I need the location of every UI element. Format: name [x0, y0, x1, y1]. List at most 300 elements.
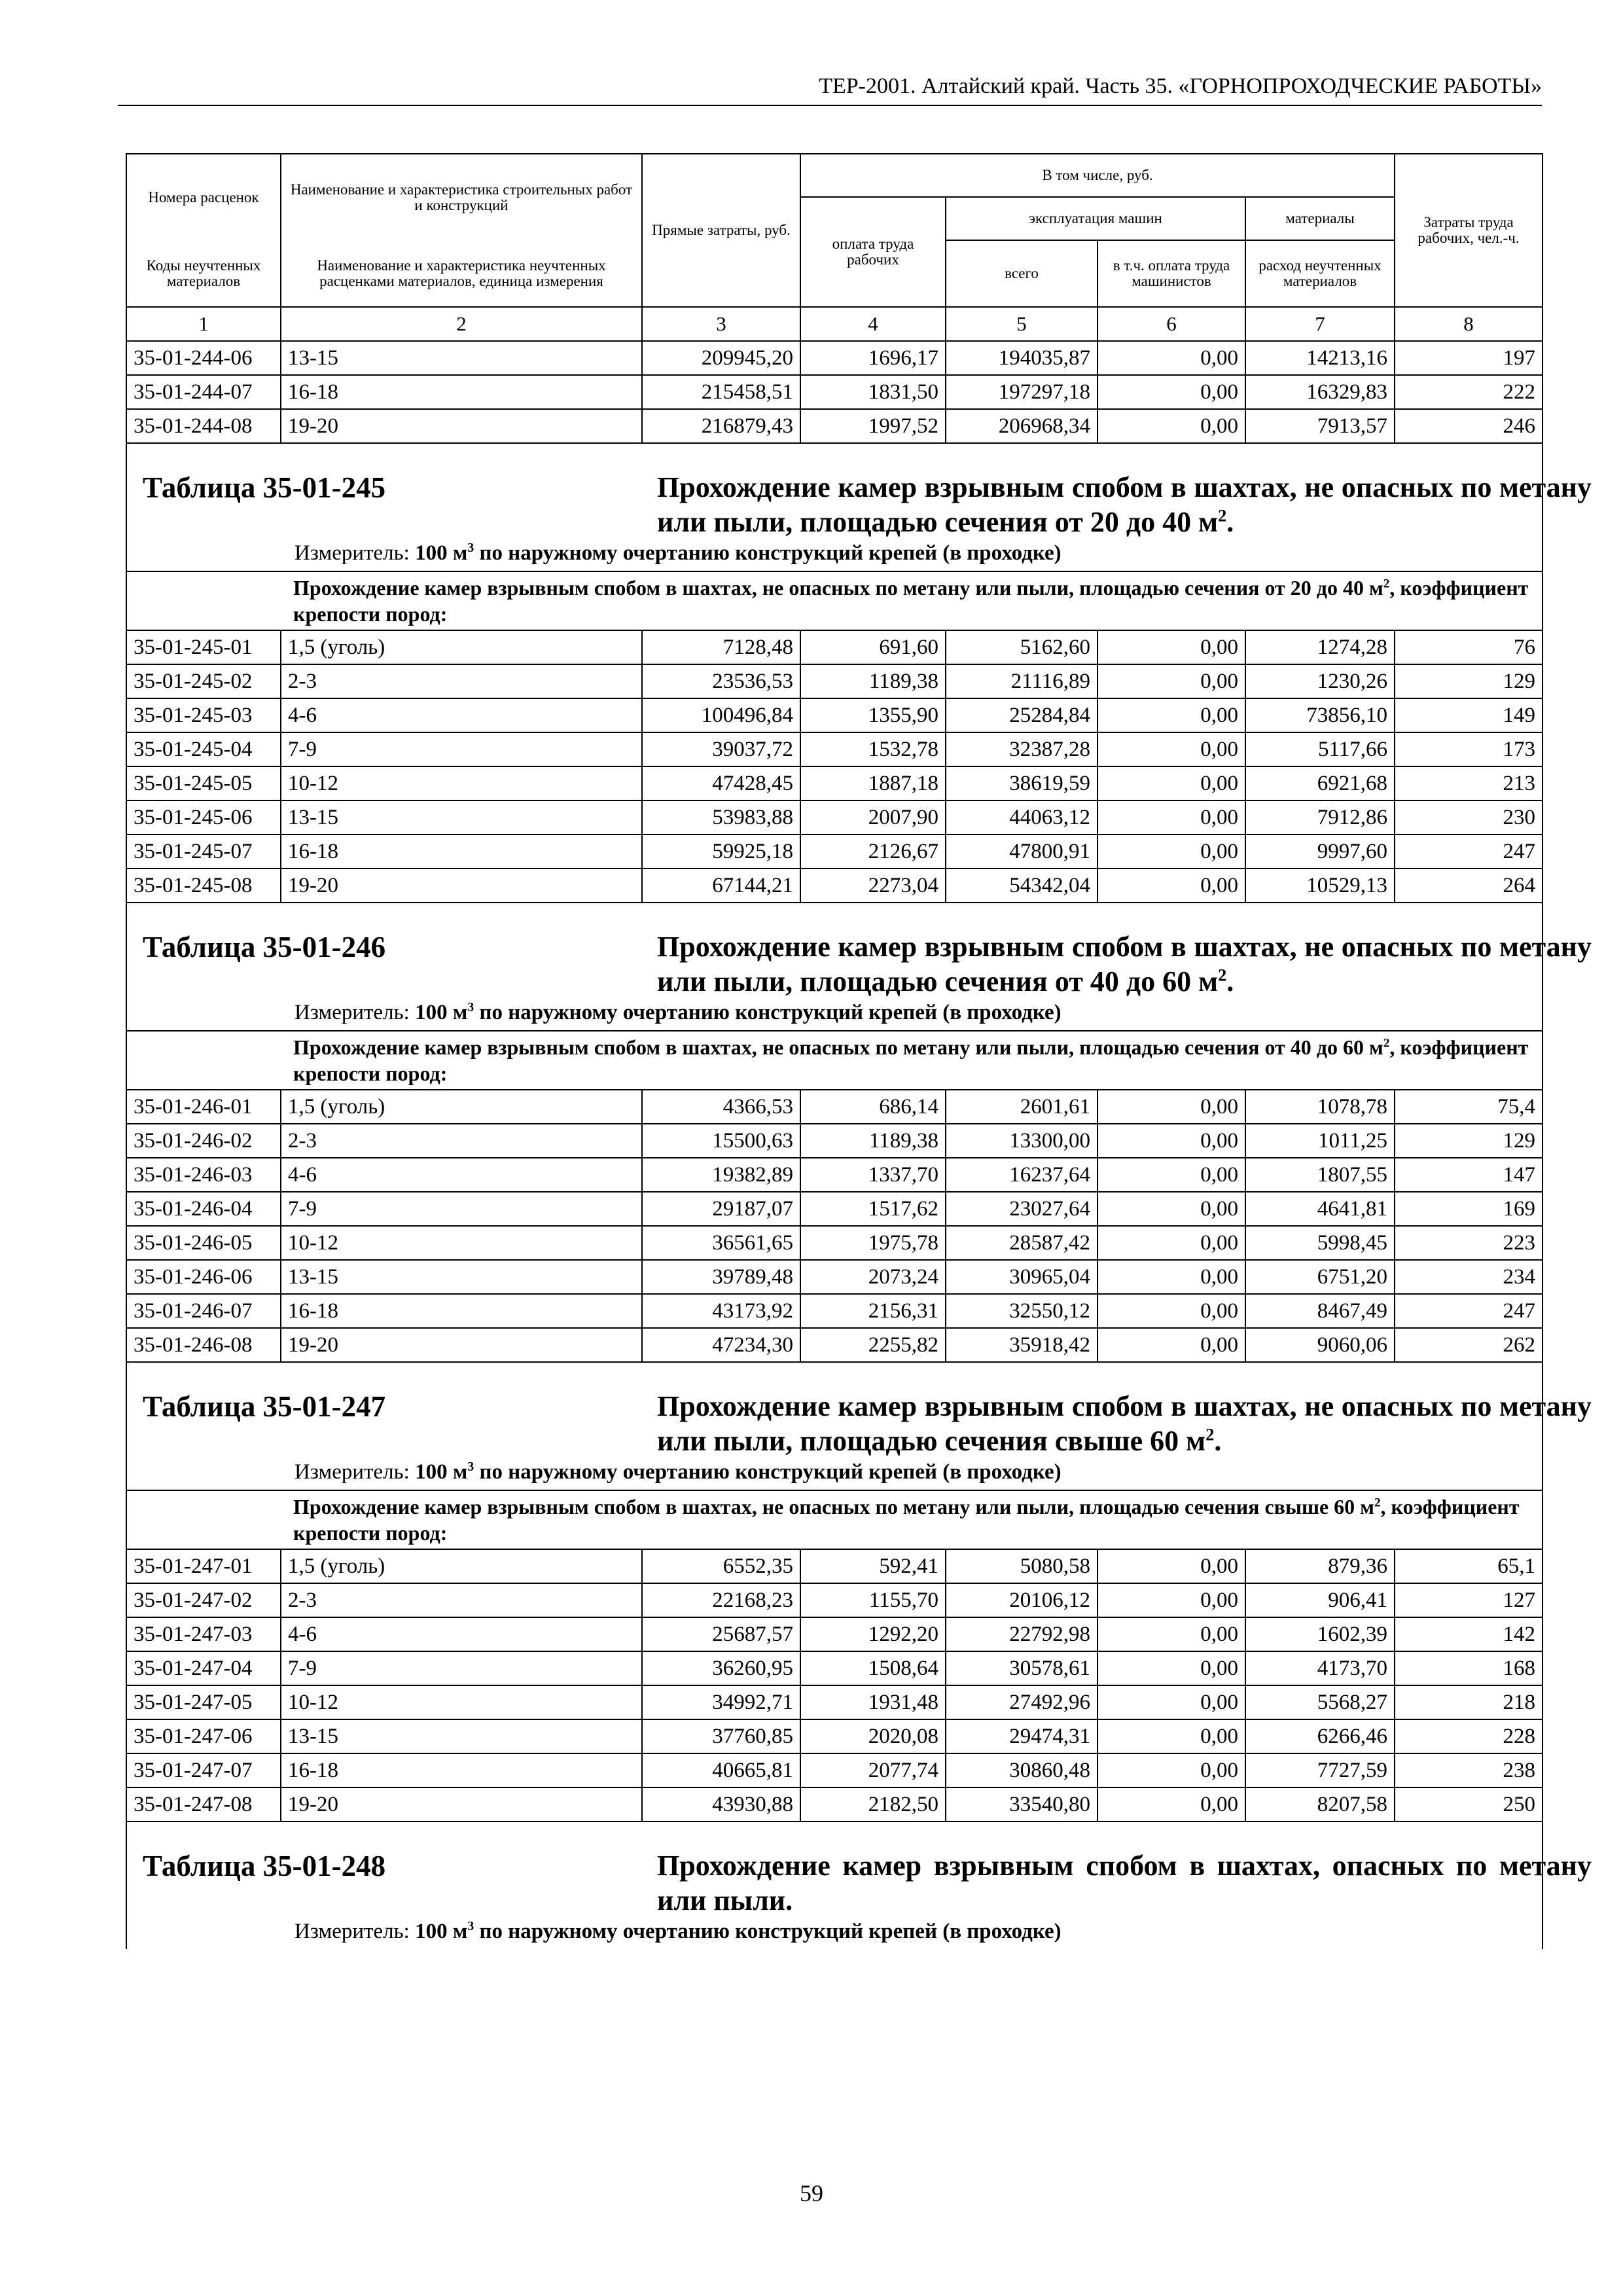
direct-costs-cell: 39037,72 — [642, 732, 800, 766]
rate-code: 35-01-244-07 — [126, 375, 281, 409]
table-row — [126, 630, 1543, 664]
materials-cell: 7727,59 — [1245, 1753, 1395, 1787]
subsection-end: , коэффициент крепости пород: — [293, 576, 1529, 626]
measure-prefix: Измеритель: — [294, 541, 410, 565]
materials-cell: 5568,27 — [1245, 1685, 1395, 1719]
header-machinist-pay: в т.ч. оплата труда машинистов — [1097, 240, 1245, 307]
machines-total-cell: 47800,91 — [946, 834, 1097, 869]
header-direct-costs: Прямые затраты, руб. — [642, 154, 800, 307]
direct-costs-cell: 15500,63 — [642, 1124, 800, 1158]
rate-code: 35-01-247-04 — [126, 1651, 281, 1685]
worker-pay-cell: 1831,50 — [800, 375, 946, 409]
worker-pay-cell: 691,60 — [800, 630, 946, 664]
direct-costs-cell: 100496,84 — [642, 698, 800, 732]
name-cell: 4-6 — [281, 1617, 642, 1651]
subsection-text: Прохождение камер взрывным спобом в шахтах, не опасных по метану или пыли, площадью сечения от 20 до 40 м — [293, 576, 1383, 600]
direct-costs-cell: 7128,48 — [642, 630, 800, 664]
table-section-header — [126, 1362, 1543, 1490]
worker-pay-cell: 2126,67 — [800, 834, 946, 869]
machinist-pay-cell: 0,00 — [1097, 1583, 1245, 1617]
machines-total-cell: 44063,12 — [946, 800, 1097, 834]
labor-cell: 250 — [1395, 1787, 1543, 1821]
rate-code: 35-01-247-08 — [126, 1787, 281, 1821]
measure-description: по наружному очертанию конструкций крепей (в проходке) — [474, 1001, 1061, 1024]
table-row — [126, 1328, 1543, 1362]
labor-cell: 218 — [1395, 1685, 1543, 1719]
page-number: 59 — [800, 2180, 823, 2206]
table-label: Таблица 35-01-247 — [143, 1390, 386, 1423]
table-heading — [127, 1363, 1592, 1458]
worker-pay-cell: 2077,74 — [800, 1753, 946, 1787]
table-row — [126, 1226, 1543, 1260]
table-title — [657, 1389, 1592, 1458]
machinist-pay-cell: 0,00 — [1097, 630, 1245, 664]
table-title — [657, 470, 1592, 539]
measure-description: по наружному очертанию конструкций крепей (в проходке) — [474, 541, 1061, 565]
name-cell: 13-15 — [281, 800, 642, 834]
machines-total-cell: 2601,61 — [946, 1090, 1097, 1124]
labor-cell: 223 — [1395, 1226, 1543, 1260]
direct-costs-cell: 36260,95 — [642, 1651, 800, 1685]
labor-cell: 142 — [1395, 1617, 1543, 1651]
labor-cell: 262 — [1395, 1328, 1543, 1362]
machines-total-cell: 30965,04 — [946, 1260, 1097, 1294]
machines-total-cell: 20106,12 — [946, 1583, 1097, 1617]
table-title-text: Прохождение камер взрывным спобом в шахтах, не опасных по метану или пыли, площадью сечения от 40 до 60 м — [657, 931, 1592, 997]
rate-code: 35-01-246-01 — [126, 1090, 281, 1124]
worker-pay-cell: 1931,48 — [800, 1685, 946, 1719]
labor-cell: 149 — [1395, 698, 1543, 732]
labor-cell: 238 — [1395, 1753, 1543, 1787]
machines-total-cell: 206968,34 — [946, 409, 1097, 443]
worker-pay-cell: 1292,20 — [800, 1617, 946, 1651]
name-cell: 1,5 (уголь) — [281, 1549, 642, 1583]
column-numbers-row — [126, 307, 1543, 341]
header-materials: материалы — [1245, 197, 1395, 240]
name-cell: 1,5 (уголь) — [281, 1090, 642, 1124]
table-row — [126, 1617, 1543, 1651]
measure-value — [415, 1460, 1061, 1484]
materials-cell: 6751,20 — [1245, 1260, 1395, 1294]
rate-code: 35-01-246-07 — [126, 1294, 281, 1328]
table-heading — [127, 903, 1592, 999]
name-cell: 1,5 (уголь) — [281, 630, 642, 664]
rate-code: 35-01-247-02 — [126, 1583, 281, 1617]
column-number: 4 — [800, 307, 946, 341]
machines-total-cell: 32550,12 — [946, 1294, 1097, 1328]
worker-pay-cell: 1189,38 — [800, 664, 946, 698]
table-section-header — [126, 1821, 1543, 1949]
worker-pay-cell: 1337,70 — [800, 1158, 946, 1192]
direct-costs-cell: 22168,23 — [642, 1583, 800, 1617]
labor-cell: 129 — [1395, 1124, 1543, 1158]
measure-prefix: Измеритель: — [294, 1001, 410, 1024]
rate-code: 35-01-247-01 — [126, 1549, 281, 1583]
table-row — [126, 766, 1543, 800]
direct-costs-cell: 43930,88 — [642, 1787, 800, 1821]
worker-pay-cell: 2182,50 — [800, 1787, 946, 1821]
worker-pay-cell: 1508,64 — [800, 1651, 946, 1685]
table-row — [126, 1787, 1543, 1821]
direct-costs-cell: 4366,53 — [642, 1090, 800, 1124]
labor-cell: 65,1 — [1395, 1549, 1543, 1583]
materials-cell: 1807,55 — [1245, 1158, 1395, 1192]
materials-cell: 16329,83 — [1245, 375, 1395, 409]
name-cell: 16-18 — [281, 375, 642, 409]
rate-code: 35-01-247-03 — [126, 1617, 281, 1651]
worker-pay-cell: 1887,18 — [800, 766, 946, 800]
superscript: 3 — [467, 541, 474, 555]
name-cell: 7-9 — [281, 1651, 642, 1685]
machinist-pay-cell: 0,00 — [1097, 732, 1245, 766]
direct-costs-cell: 29187,07 — [642, 1192, 800, 1226]
materials-cell: 1274,28 — [1245, 630, 1395, 664]
machines-total-cell: 13300,00 — [946, 1124, 1097, 1158]
worker-pay-cell: 1155,70 — [800, 1583, 946, 1617]
machines-total-cell: 38619,59 — [946, 766, 1097, 800]
subsection-title — [126, 1490, 1543, 1549]
column-number: 3 — [642, 307, 800, 341]
worker-pay-cell: 1696,17 — [800, 341, 946, 375]
materials-cell: 879,36 — [1245, 1549, 1395, 1583]
measure-unit-value: 100 м — [415, 1001, 468, 1024]
table-row — [126, 1090, 1543, 1124]
labor-cell: 168 — [1395, 1651, 1543, 1685]
header-total: всего — [946, 240, 1097, 307]
rate-code: 35-01-246-02 — [126, 1124, 281, 1158]
measure-unit-value: 100 м — [415, 1920, 468, 1943]
rate-code: 35-01-245-04 — [126, 732, 281, 766]
table-title — [657, 1848, 1592, 1918]
superscript: 2 — [1218, 505, 1227, 526]
labor-cell: 169 — [1395, 1192, 1543, 1226]
machines-total-cell: 54342,04 — [946, 869, 1097, 903]
measure-unit — [127, 999, 1542, 1030]
header-name-materials: Наименование и характеристика неучтенных расценками материалов, единица измерения — [281, 240, 642, 307]
machines-total-cell: 28587,42 — [946, 1226, 1097, 1260]
superscript: 3 — [467, 1460, 474, 1474]
labor-cell: 234 — [1395, 1260, 1543, 1294]
worker-pay-cell: 1355,90 — [800, 698, 946, 732]
header-codes-unaccounted: Коды неучтенных материалов — [126, 240, 281, 307]
measure-description: по наружному очертанию конструкций крепей (в проходке) — [474, 1460, 1061, 1484]
direct-costs-cell: 53983,88 — [642, 800, 800, 834]
header-name-works: Наименование и характеристика строительных работ и конструкций — [281, 154, 642, 240]
machinist-pay-cell: 0,00 — [1097, 1158, 1245, 1192]
subsection-row — [126, 1490, 1543, 1549]
machinist-pay-cell: 0,00 — [1097, 1719, 1245, 1753]
machinist-pay-cell: 0,00 — [1097, 869, 1245, 903]
table-label: Таблица 35-01-245 — [143, 471, 386, 504]
labor-cell: 230 — [1395, 800, 1543, 834]
materials-cell: 5998,45 — [1245, 1226, 1395, 1260]
direct-costs-cell: 36561,65 — [642, 1226, 800, 1260]
labor-cell: 129 — [1395, 664, 1543, 698]
running-header: ТЕР-2001. Алтайский край. Часть 35. «ГОРНОПРОХОДЧЕСКИЕ РАБОТЫ» — [118, 73, 1542, 106]
direct-costs-cell: 34992,71 — [642, 1685, 800, 1719]
rate-code: 35-01-245-03 — [126, 698, 281, 732]
rate-code: 35-01-246-06 — [126, 1260, 281, 1294]
name-cell: 2-3 — [281, 1124, 642, 1158]
table-row — [126, 1753, 1543, 1787]
labor-cell: 75,4 — [1395, 1090, 1543, 1124]
column-number: 7 — [1245, 307, 1395, 341]
name-cell: 16-18 — [281, 1753, 642, 1787]
table-row — [126, 800, 1543, 834]
labor-cell: 247 — [1395, 834, 1543, 869]
machines-total-cell: 21116,89 — [946, 664, 1097, 698]
worker-pay-cell: 1975,78 — [800, 1226, 946, 1260]
machinist-pay-cell: 0,00 — [1097, 1192, 1245, 1226]
name-cell: 7-9 — [281, 732, 642, 766]
worker-pay-cell: 1997,52 — [800, 409, 946, 443]
name-cell: 19-20 — [281, 1787, 642, 1821]
measure-prefix: Измеритель: — [294, 1460, 410, 1484]
labor-cell: 173 — [1395, 732, 1543, 766]
rate-code: 35-01-245-08 — [126, 869, 281, 903]
rate-code: 35-01-244-06 — [126, 341, 281, 375]
worker-pay-cell: 686,14 — [800, 1090, 946, 1124]
materials-cell: 7912,86 — [1245, 800, 1395, 834]
machinist-pay-cell: 0,00 — [1097, 1651, 1245, 1685]
name-cell: 10-12 — [281, 1226, 642, 1260]
table-title-text: Прохождение камер взрывным спобом в шахтах, не опасных по метану или пыли, площадью сечения свыше 60 м — [657, 1390, 1592, 1457]
labor-cell: 127 — [1395, 1583, 1543, 1617]
superscript: 3 — [467, 1919, 474, 1933]
subsection-text: Прохождение камер взрывным спобом в шахтах, не опасных по метану или пыли, площадью сечения свыше 60 м — [293, 1495, 1374, 1518]
machines-total-cell: 27492,96 — [946, 1685, 1097, 1719]
rate-code: 35-01-246-05 — [126, 1226, 281, 1260]
column-number: 5 — [946, 307, 1097, 341]
worker-pay-cell: 1189,38 — [800, 1124, 946, 1158]
machinist-pay-cell: 0,00 — [1097, 834, 1245, 869]
direct-costs-cell: 19382,89 — [642, 1158, 800, 1192]
labor-cell: 246 — [1395, 409, 1543, 443]
table-section-cell — [126, 1362, 1592, 1490]
worker-pay-cell: 592,41 — [800, 1549, 946, 1583]
direct-costs-cell: 47234,30 — [642, 1328, 800, 1362]
machinist-pay-cell: 0,00 — [1097, 1685, 1245, 1719]
name-cell: 2-3 — [281, 1583, 642, 1617]
worker-pay-cell: 2273,04 — [800, 869, 946, 903]
table-row — [126, 1192, 1543, 1226]
rate-code: 35-01-245-05 — [126, 766, 281, 800]
labor-cell: 147 — [1395, 1158, 1543, 1192]
measure-unit — [127, 1458, 1542, 1490]
measure-value — [415, 541, 1061, 565]
table-heading — [127, 444, 1592, 539]
materials-cell: 6266,46 — [1245, 1719, 1395, 1753]
direct-costs-cell: 40665,81 — [642, 1753, 800, 1787]
subsection-row — [126, 571, 1543, 630]
name-cell: 13-15 — [281, 341, 642, 375]
machinist-pay-cell: 0,00 — [1097, 341, 1245, 375]
subsection-text: Прохождение камер взрывным спобом в шахтах, не опасных по метану или пыли, площадью сечения от 40 до 60 м — [293, 1035, 1383, 1059]
table-row — [126, 1158, 1543, 1192]
worker-pay-cell: 2007,90 — [800, 800, 946, 834]
subsection-title — [126, 571, 1543, 630]
rate-code: 35-01-245-01 — [126, 630, 281, 664]
machinist-pay-cell: 0,00 — [1097, 1549, 1245, 1583]
table-row — [126, 834, 1543, 869]
table-title-end: . — [1214, 1425, 1222, 1457]
name-cell: 19-20 — [281, 1328, 642, 1362]
name-cell: 13-15 — [281, 1719, 642, 1753]
header-machines: эксплуатация машин — [946, 197, 1245, 240]
table-row — [126, 1294, 1543, 1328]
machines-total-cell: 5080,58 — [946, 1549, 1097, 1583]
name-cell: 16-18 — [281, 1294, 642, 1328]
table-row — [126, 341, 1543, 375]
rate-code: 35-01-247-05 — [126, 1685, 281, 1719]
machines-total-cell: 16237,64 — [946, 1158, 1097, 1192]
rate-code: 35-01-247-07 — [126, 1753, 281, 1787]
machinist-pay-cell: 0,00 — [1097, 1090, 1245, 1124]
rate-code: 35-01-245-06 — [126, 800, 281, 834]
direct-costs-cell: 209945,20 — [642, 341, 800, 375]
direct-costs-cell: 23536,53 — [642, 664, 800, 698]
table-label: Таблица 35-01-248 — [143, 1850, 386, 1882]
table-row — [126, 1685, 1543, 1719]
materials-cell: 10529,13 — [1245, 869, 1395, 903]
labor-cell: 197 — [1395, 341, 1543, 375]
machines-total-cell: 5162,60 — [946, 630, 1097, 664]
measure-unit — [127, 1918, 1542, 1949]
name-cell: 10-12 — [281, 766, 642, 800]
materials-cell: 4173,70 — [1245, 1651, 1395, 1685]
machinist-pay-cell: 0,00 — [1097, 409, 1245, 443]
rate-code: 35-01-245-02 — [126, 664, 281, 698]
table-row — [126, 1260, 1543, 1294]
direct-costs-cell: 47428,45 — [642, 766, 800, 800]
name-cell: 19-20 — [281, 409, 642, 443]
materials-cell: 73856,10 — [1245, 698, 1395, 732]
rate-code: 35-01-244-08 — [126, 409, 281, 443]
table-section-cell — [126, 903, 1592, 1031]
superscript: 2 — [1383, 577, 1390, 591]
worker-pay-cell: 1517,62 — [800, 1192, 946, 1226]
direct-costs-cell: 25687,57 — [642, 1617, 800, 1651]
machines-total-cell: 197297,18 — [946, 375, 1097, 409]
rate-code: 35-01-246-08 — [126, 1328, 281, 1362]
direct-costs-cell: 215458,51 — [642, 375, 800, 409]
superscript: 2 — [1205, 1424, 1215, 1444]
rates-table — [126, 153, 1592, 1949]
materials-cell: 1078,78 — [1245, 1090, 1395, 1124]
machinist-pay-cell: 0,00 — [1097, 1294, 1245, 1328]
materials-cell: 5117,66 — [1245, 732, 1395, 766]
labor-cell: 228 — [1395, 1719, 1543, 1753]
column-number: 1 — [126, 307, 281, 341]
materials-cell: 8467,49 — [1245, 1294, 1395, 1328]
table-section-header — [126, 443, 1543, 571]
subsection-end: , коэффициент крепости пород: — [293, 1035, 1529, 1085]
machinist-pay-cell: 0,00 — [1097, 1226, 1245, 1260]
table-title-end: . — [1226, 965, 1234, 997]
table-row — [126, 1583, 1543, 1617]
machinist-pay-cell: 0,00 — [1097, 766, 1245, 800]
name-cell: 13-15 — [281, 1260, 642, 1294]
header-unaccounted-consumption: расход неучтенных материалов — [1245, 240, 1395, 307]
table-row — [126, 1124, 1543, 1158]
machinist-pay-cell: 0,00 — [1097, 698, 1245, 732]
superscript: 2 — [1383, 1036, 1390, 1050]
machines-total-cell: 23027,64 — [946, 1192, 1097, 1226]
machines-total-cell: 22792,98 — [946, 1617, 1097, 1651]
name-cell: 16-18 — [281, 834, 642, 869]
materials-cell: 4641,81 — [1245, 1192, 1395, 1226]
machinist-pay-cell: 0,00 — [1097, 1617, 1245, 1651]
machinist-pay-cell: 0,00 — [1097, 664, 1245, 698]
table-row — [126, 375, 1543, 409]
table-row — [126, 409, 1543, 443]
table-heading — [127, 1822, 1592, 1918]
rate-code: 35-01-247-06 — [126, 1719, 281, 1753]
machines-total-cell: 194035,87 — [946, 341, 1097, 375]
rate-code: 35-01-246-04 — [126, 1192, 281, 1226]
name-cell: 10-12 — [281, 1685, 642, 1719]
measure-unit-value: 100 м — [415, 1460, 468, 1484]
materials-cell: 8207,58 — [1245, 1787, 1395, 1821]
name-cell: 2-3 — [281, 664, 642, 698]
subsection-end: , коэффициент крепости пород: — [293, 1495, 1520, 1545]
name-cell: 19-20 — [281, 869, 642, 903]
superscript: 2 — [1374, 1496, 1381, 1510]
table-title-text: Прохождение камер взрывным спобом в шахтах, не опасных по метану или пыли, площадью сечения от 20 до 40 м — [657, 471, 1592, 538]
materials-cell: 9060,06 — [1245, 1328, 1395, 1362]
materials-cell: 14213,16 — [1245, 341, 1395, 375]
direct-costs-cell: 6552,35 — [642, 1549, 800, 1583]
measure-value — [415, 1920, 1061, 1943]
machinist-pay-cell: 0,00 — [1097, 375, 1245, 409]
column-number: 6 — [1097, 307, 1245, 341]
measure-value — [415, 1001, 1061, 1024]
name-cell: 4-6 — [281, 1158, 642, 1192]
materials-cell: 1011,25 — [1245, 1124, 1395, 1158]
machinist-pay-cell: 0,00 — [1097, 1260, 1245, 1294]
machines-total-cell: 30578,61 — [946, 1651, 1097, 1685]
table-row — [126, 1651, 1543, 1685]
direct-costs-cell: 39789,48 — [642, 1260, 800, 1294]
machines-total-cell: 32387,28 — [946, 732, 1097, 766]
worker-pay-cell: 2255,82 — [800, 1328, 946, 1362]
machines-total-cell: 35918,42 — [946, 1328, 1097, 1362]
header-including: В том числе, руб. — [800, 154, 1395, 197]
worker-pay-cell: 2156,31 — [800, 1294, 946, 1328]
machines-total-cell: 25284,84 — [946, 698, 1097, 732]
table-label: Таблица 35-01-246 — [143, 931, 386, 963]
table-row — [126, 1549, 1543, 1583]
materials-cell: 1602,39 — [1245, 1617, 1395, 1651]
labor-cell: 222 — [1395, 375, 1543, 409]
machinist-pay-cell: 0,00 — [1097, 1124, 1245, 1158]
labor-cell: 76 — [1395, 630, 1543, 664]
header-labor-costs: Затраты труда рабочих, чел.-ч. — [1395, 154, 1543, 307]
machinist-pay-cell: 0,00 — [1097, 800, 1245, 834]
worker-pay-cell: 1532,78 — [800, 732, 946, 766]
name-cell: 4-6 — [281, 698, 642, 732]
name-cell: 7-9 — [281, 1192, 642, 1226]
rate-code: 35-01-246-03 — [126, 1158, 281, 1192]
worker-pay-cell: 2020,08 — [800, 1719, 946, 1753]
machinist-pay-cell: 0,00 — [1097, 1753, 1245, 1787]
table-section-cell — [126, 1821, 1592, 1949]
header-worker-pay: оплата труда рабочих — [800, 197, 946, 307]
table-section-cell — [126, 443, 1592, 571]
labor-cell: 213 — [1395, 766, 1543, 800]
materials-cell: 1230,26 — [1245, 664, 1395, 698]
subsection-title — [126, 1031, 1543, 1090]
